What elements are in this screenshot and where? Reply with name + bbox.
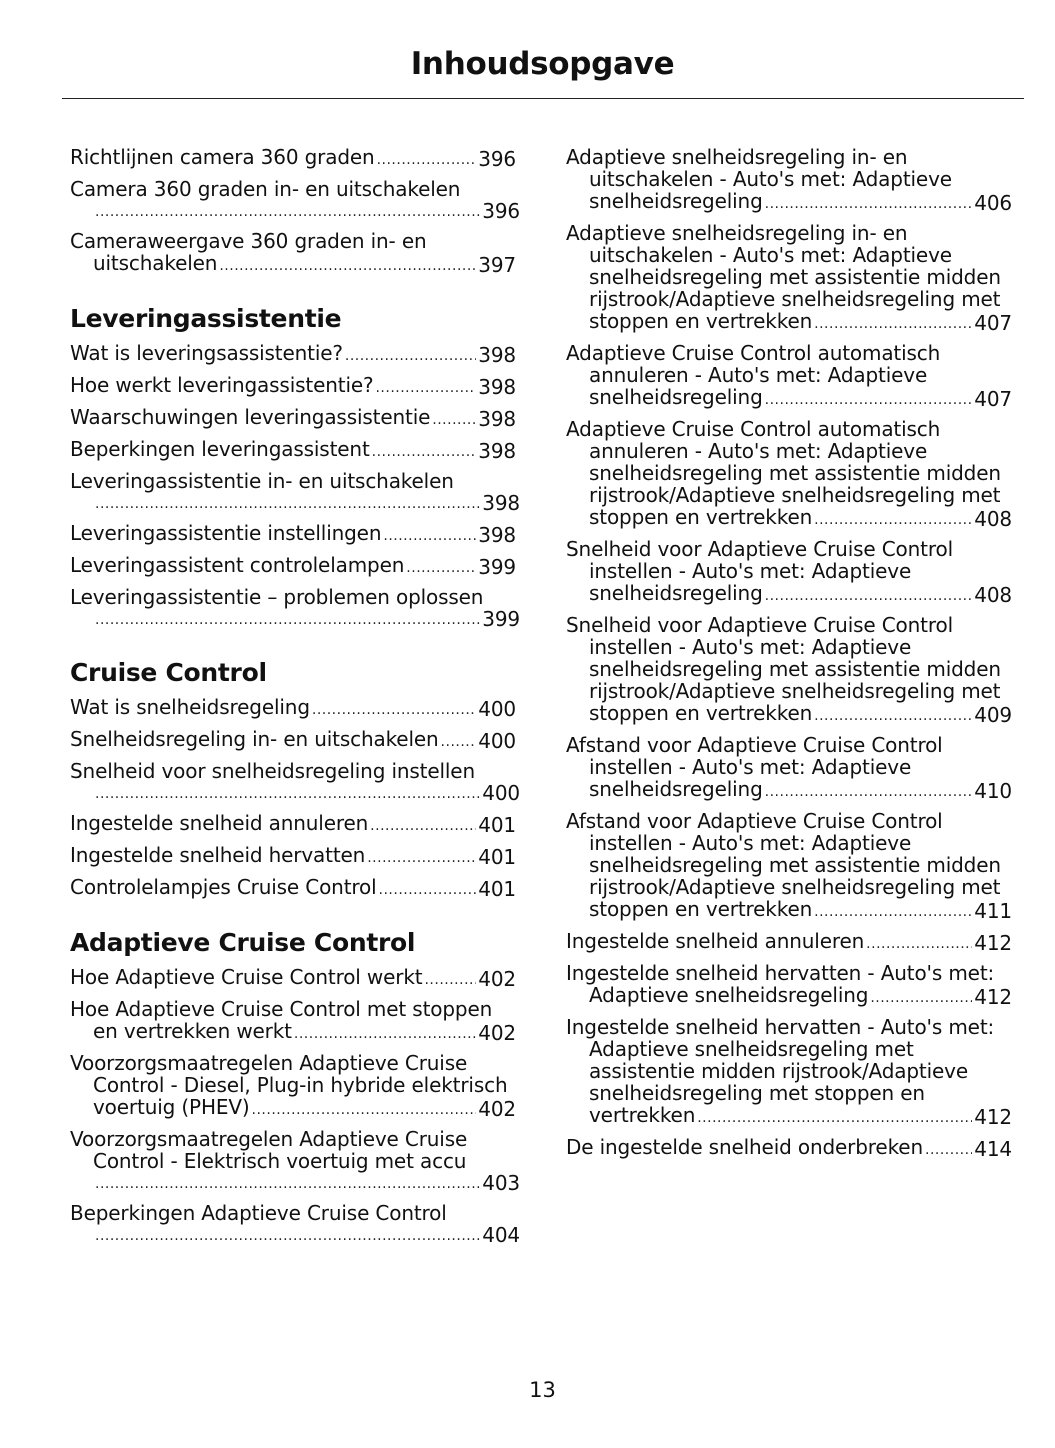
toc-entry[interactable]: [70, 812, 520, 836]
toc-entry-page: 398: [478, 439, 516, 463]
dot-leader: [95, 1226, 480, 1246]
toc-right-column: [566, 146, 1016, 1168]
page-title: Inhoudsopgave: [410, 46, 675, 82]
toc-entry-page: 407: [974, 311, 1012, 335]
toc-entry-text: Ingestelde snelheid hervatten - Auto's met: Adaptieve snelheidsregeling: [566, 961, 995, 1007]
toc-entry[interactable]: [566, 1136, 1016, 1160]
toc-entry[interactable]: [566, 810, 1016, 922]
toc-entry-page: 398: [478, 343, 516, 367]
toc-entry-text: Afstand voor Adaptieve Cruise Control instellen - Auto's met: Adaptieve snelheidsregeling met assistentie midden rijstrook/Adaptieve snelheidsregeling met stoppen en vertrekken: [566, 809, 1001, 921]
toc-entry[interactable]: [70, 178, 520, 222]
toc-entry-page: 412: [974, 985, 1012, 1009]
dot-leader: [367, 848, 476, 868]
toc-entry-text: Hoe Adaptieve Cruise Control werkt: [70, 965, 423, 989]
dot-leader: [870, 988, 972, 1008]
toc-entry[interactable]: [70, 966, 520, 990]
toc-entry-page: 402: [478, 1097, 516, 1121]
toc-entry-text: Beperkingen leveringassistent: [70, 437, 370, 461]
toc-entry-text: Ingestelde snelheid hervatten - Auto's met: Adaptieve snelheidsregeling met assistentie midden rijstrook/Adaptieve snelheidsregeling met stoppen en vertrekken: [566, 1015, 995, 1127]
toc-entry-page: 412: [974, 1105, 1012, 1129]
toc-entry[interactable]: [70, 406, 520, 430]
toc-entry-page: 400: [482, 781, 520, 805]
toc-entry[interactable]: [70, 586, 520, 630]
dot-leader: [765, 390, 973, 410]
section-title: Leveringassistentie: [70, 304, 342, 333]
toc-entry[interactable]: [566, 222, 1016, 334]
toc-left-column: [70, 146, 520, 1254]
dot-leader: [406, 558, 476, 578]
toc-entry-page: 401: [478, 877, 516, 901]
toc-entry-text: Ingestelde snelheid hervatten: [70, 843, 366, 867]
toc-entry-text: Snelheid voor Adaptieve Cruise Control instellen - Auto's met: Adaptieve snelheidsregeling met assistentie midden rijstrook/Adaptieve snelheidsregeling met stoppen en vertrekken: [566, 613, 1001, 725]
section-title: Adaptieve Cruise Control: [70, 928, 416, 957]
toc-entry-page: 414: [974, 1137, 1012, 1161]
dot-leader: [697, 1108, 972, 1128]
toc-entry-text: Snelheid voor snelheidsregeling instellen: [70, 759, 475, 783]
toc-entry[interactable]: [70, 230, 520, 276]
toc-entry-page: 401: [478, 845, 516, 869]
toc-entry-text: Voorzorgsmaatregelen Adaptieve Cruise Control - Elektrisch voertuig met accu: [70, 1127, 468, 1173]
dot-leader: [95, 784, 480, 804]
toc-entry-page: 396: [482, 199, 520, 223]
dot-leader: [814, 902, 972, 922]
toc-entry-text: Afstand voor Adaptieve Cruise Control instellen - Auto's met: Adaptieve snelheidsregeling: [566, 733, 943, 801]
dot-leader: [252, 1100, 477, 1120]
toc-entry[interactable]: [70, 374, 520, 398]
toc-entry-page: 407: [974, 387, 1012, 411]
dot-leader: [814, 510, 972, 530]
header-divider: [62, 98, 1024, 99]
toc-entry-page: 406: [974, 191, 1012, 215]
toc-entry[interactable]: [70, 760, 520, 804]
toc-entry-text: Leveringassistentie – problemen oplossen: [70, 585, 484, 609]
toc-entry[interactable]: [566, 342, 1016, 410]
dot-leader: [432, 410, 476, 430]
toc-entry[interactable]: [70, 728, 520, 752]
dot-leader: [95, 202, 480, 222]
toc-entry-page: 401: [478, 813, 516, 837]
toc-entry-text: Leveringassistentie in- en uitschakelen: [70, 469, 454, 493]
toc-entry-page: 412: [974, 931, 1012, 955]
toc-entry-text: Camera 360 graden in- en uitschakelen: [70, 177, 461, 201]
toc-entry-page: 398: [478, 523, 516, 547]
dot-leader: [377, 150, 477, 170]
toc-entry[interactable]: [70, 146, 520, 170]
toc-entry[interactable]: [566, 538, 1016, 606]
toc-entry[interactable]: [566, 930, 1016, 954]
toc-entry-text: Adaptieve Cruise Control automatisch annuleren - Auto's met: Adaptieve snelheidsregeling: [566, 341, 941, 409]
toc-entry-page: 404: [482, 1223, 520, 1247]
toc-entry-page: 396: [478, 147, 516, 171]
toc-entry[interactable]: [566, 418, 1016, 530]
toc-entry-page: 411: [974, 899, 1012, 923]
toc-entry[interactable]: [566, 734, 1016, 802]
toc-entry-text: Hoe Adaptieve Cruise Control met stoppen en vertrekken werkt: [70, 997, 493, 1043]
dot-leader: [441, 732, 477, 752]
dot-leader: [765, 194, 973, 214]
toc-entry-page: 402: [478, 1021, 516, 1045]
toc-entry-text: Adaptieve snelheidsregeling in- en uitschakelen - Auto's met: Adaptieve snelheidsregeling met assistentie midden rijstrook/Adaptieve snelheidsregeling met stoppen en vertrekken: [566, 221, 1001, 333]
dot-leader: [345, 346, 476, 366]
toc-entry-text: Wat is leveringsassistentie?: [70, 341, 343, 365]
toc-entry-page: 409: [974, 703, 1012, 727]
toc-entry[interactable]: [70, 554, 520, 578]
toc-entry-text: Adaptieve Cruise Control automatisch annuleren - Auto's met: Adaptieve snelheidsregeling met assistentie midden rijstrook/Adaptieve snelheidsregeling met stoppen en vertrekken: [566, 417, 1001, 529]
toc-entry[interactable]: [566, 146, 1016, 214]
dot-leader: [379, 880, 477, 900]
toc-entry-text: Adaptieve snelheidsregeling in- en uitschakelen - Auto's met: Adaptieve snelheidsregeling: [566, 145, 952, 213]
dot-leader: [375, 378, 476, 398]
toc-entry-page: 398: [482, 491, 520, 515]
toc-entry-page: 399: [478, 555, 516, 579]
dot-leader: [95, 494, 480, 514]
toc-entry-text: Voorzorgsmaatregelen Adaptieve Cruise Control - Diesel, Plug-in hybride elektrisch voertuig (PHEV): [70, 1051, 508, 1119]
toc-entry-text: Waarschuwingen leveringassistentie: [70, 405, 431, 429]
toc-entry[interactable]: [70, 438, 520, 462]
page-number: 13: [529, 1378, 556, 1402]
toc-entry-page: 408: [974, 507, 1012, 531]
toc-entry-text: Wat is snelheidsregeling: [70, 695, 310, 719]
toc-entry-page: 403: [482, 1171, 520, 1195]
toc-entry-page: 398: [478, 407, 516, 431]
toc-entry[interactable]: [70, 696, 520, 720]
toc-entry-text: Beperkingen Adaptieve Cruise Control: [70, 1201, 447, 1225]
toc-entry-text: Snelheidsregeling in- en uitschakelen: [70, 727, 439, 751]
toc-entry-text: Cameraweergave 360 graden in- en uitschakelen: [70, 229, 427, 275]
dot-leader: [370, 816, 476, 836]
section-title: Cruise Control: [70, 658, 267, 687]
dot-leader: [383, 526, 476, 546]
toc-entry-text: Hoe werkt leveringassistentie?: [70, 373, 374, 397]
dot-leader: [814, 706, 972, 726]
dot-leader: [372, 442, 477, 462]
toc-entry-text: Ingestelde snelheid annuleren: [70, 811, 369, 835]
dot-leader: [424, 970, 476, 990]
dot-leader: [765, 782, 973, 802]
toc-entry[interactable]: [566, 1016, 1016, 1128]
dot-leader: [765, 586, 973, 606]
toc-entry-text: Controlelampjes Cruise Control: [70, 875, 377, 899]
toc-entry-text: Leveringassistent controlelampen: [70, 553, 405, 577]
toc-entry-page: 398: [478, 375, 516, 399]
toc-entry[interactable]: [70, 1128, 520, 1194]
dot-leader: [95, 610, 480, 630]
toc-entry-page: 397: [478, 253, 516, 277]
toc-entry-page: 399: [482, 607, 520, 631]
toc-entry[interactable]: [70, 998, 520, 1044]
dot-leader: [925, 1140, 972, 1160]
toc-entry[interactable]: [70, 1202, 520, 1246]
toc-entry[interactable]: [566, 614, 1016, 726]
toc-entry-page: 400: [478, 729, 516, 753]
toc-entry[interactable]: [70, 522, 520, 546]
toc-entry[interactable]: [70, 876, 520, 900]
toc-entry-text: Richtlijnen camera 360 graden: [70, 145, 375, 169]
dot-leader: [294, 1024, 476, 1044]
dot-leader: [95, 1174, 480, 1194]
dot-leader: [814, 314, 972, 334]
toc-entry[interactable]: [70, 1052, 520, 1120]
toc-entry-text: Leveringassistentie instellingen: [70, 521, 382, 545]
toc-entry[interactable]: [566, 962, 1016, 1008]
toc-entry-page: 400: [478, 697, 516, 721]
dot-leader: [219, 256, 476, 276]
toc-entry-text: Ingestelde snelheid annuleren: [566, 929, 865, 953]
toc-entry-page: 408: [974, 583, 1012, 607]
dot-leader: [866, 934, 972, 954]
toc-entry[interactable]: [70, 342, 520, 366]
toc-entry[interactable]: [70, 470, 520, 514]
dot-leader: [312, 700, 476, 720]
toc-entry-text: De ingestelde snelheid onderbreken: [566, 1135, 923, 1159]
toc-entry-page: 410: [974, 779, 1012, 803]
toc-entry-page: 402: [478, 967, 516, 991]
toc-entry-text: Snelheid voor Adaptieve Cruise Control instellen - Auto's met: Adaptieve snelheidsregeling: [566, 537, 953, 605]
toc-entry[interactable]: [70, 844, 520, 868]
